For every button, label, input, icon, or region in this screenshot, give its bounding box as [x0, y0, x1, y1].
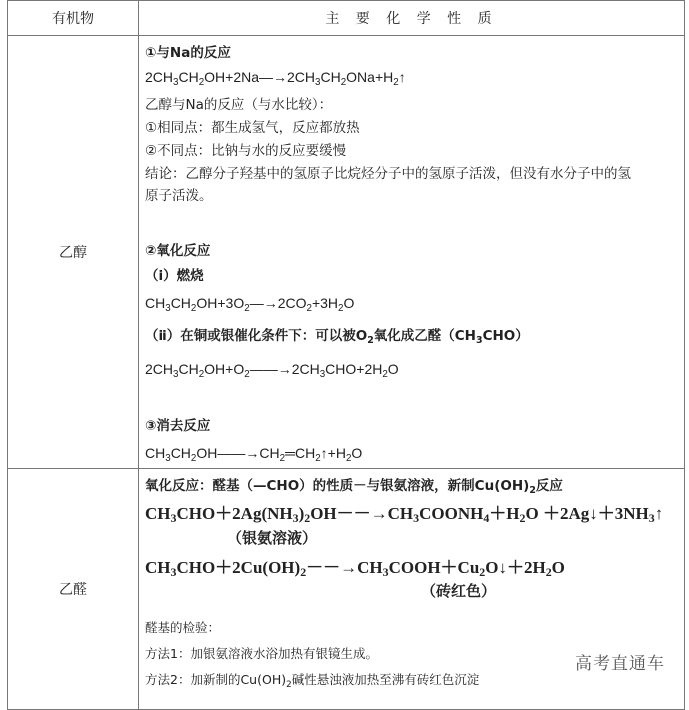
ethanol-na-title: ①与Na的反应	[145, 45, 231, 61]
ethanol-name: 乙醇	[8, 36, 139, 469]
acetaldehyde-name: 乙醛	[8, 469, 139, 710]
properties-table	[7, 0, 685, 710]
header-organic: 有机物	[8, 1, 139, 36]
ethanol-catalytic-title: （ⅱ）在铜或银催化条件下：可以被$O_2$氧化成乙醛$(CH_3CHO)$	[145, 328, 529, 346]
test-method-1: 方法1：加银氨溶液水浴加热有银镜生成。	[145, 646, 378, 661]
ethanol-combustion-equation: $CH_3CH_2OH+3O_2—\to 2CO_2+3H_2O$	[145, 295, 355, 314]
ethanol-na-conclusion-1: 结论：乙醇分子羟基中的氢原子比烷烃分子中的氢原子活泼，但没有水分子中的氢	[145, 166, 631, 182]
row-ethanol	[8, 36, 685, 469]
header-row	[8, 1, 685, 36]
ethanol-na-same: ①相同点：都生成氢气，反应都放热	[145, 120, 360, 136]
ethanol-na-diff: ②不同点：比钠与水的反应要缓慢	[145, 143, 347, 159]
ethanol-catalytic-equation: $2CH_3CH_2OH+O_2——\to 2CH_3CHO+2H_2O$	[145, 361, 399, 380]
ethanol-na-equation: $2CH_3CH_2OH+2Na—\to 2CH_3CH_2ONa+H_2↑$	[145, 69, 406, 88]
header-properties: 主 要 化 学 性 质	[139, 1, 685, 36]
test-method-2: 方法2：加新制的$Cu(OH)_2$碱性悬浊液加热至沸有砖红色沉淀	[145, 672, 480, 690]
silver-ammonia-note: （银氨溶液）	[227, 529, 318, 547]
ethanol-na-compare: 乙醇与Na的反应（与水比较）：	[145, 97, 333, 113]
aldehyde-test-title: 醛基的检验：	[145, 620, 221, 635]
ethanol-oxidation-title: ②氧化反应	[145, 243, 211, 259]
acetaldehyde-oxidation-title: 氧化反应：醛基（—CHO）的性质－与银氨溶液，新制$Cu(OH)_2$反应	[145, 478, 563, 496]
ethanol-elimination-equation: $CH_3CH_2OH——\to CH_2═CH_2↑+H_2O$	[145, 445, 363, 464]
ethanol-properties	[139, 36, 685, 469]
ethanol-elimination-title: ③消去反应	[145, 418, 211, 434]
watermark-text: 高考直通车	[575, 654, 665, 674]
ethanol-combustion-title: （ⅰ）燃烧	[145, 268, 204, 284]
brick-red-note: （砖红色）	[421, 582, 497, 600]
acetaldehyde-copper-equation: $CH_3CHO+2Cu(OH)_2--\to CH_3COOH+Cu_2O↓+2H_2O$	[145, 558, 565, 579]
acetaldehyde-silver-equation: $CH_3CHO+2Ag(NH_3)_2OH--\to CH_3COONH_4+H_2O$ $+2Ag↓+3NH_3↑$	[145, 504, 664, 525]
ethanol-na-conclusion-2: 原子活泼。	[145, 188, 213, 204]
